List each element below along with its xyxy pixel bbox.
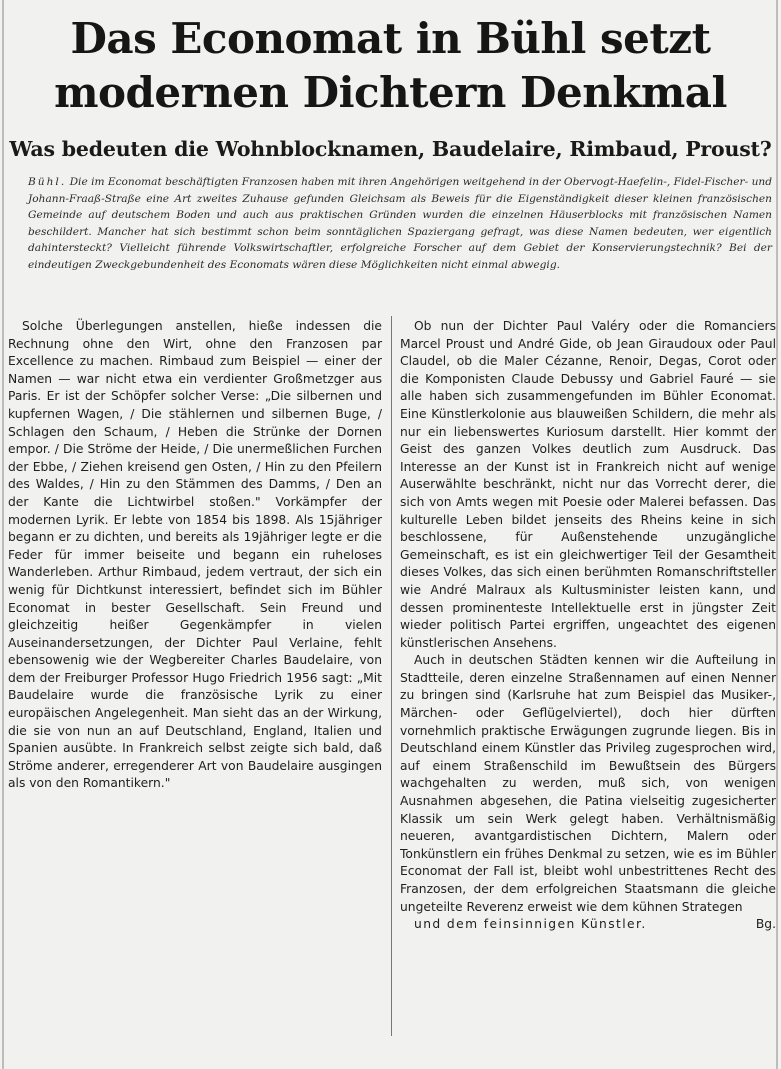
- lead-text: Die im Economat beschäftigten Franzosen haben mit ihren Angehörigen weitgehend in der Obervogt-Haefelin-, Fidel-Fischer- und Johann-Fraaß-Straße eine Art zweites Zuhause gefunden Gleichsam als Beweis für die Eigenständigkeit dieser kleinen französischen Gemeinde auf deutschem Boden und auch aus praktischen Gründen wurden die einzelnen Häuserblocks mit französischen Namen beschildert. Mancher hat sich bestimmt schon beim sonntäglichen Spaziergang gefragt, was diese Namen bedeuten, wer eigentlich dahintersteckt? Vielleicht führende Volkswirtschaftler, erfolgreiche Forscher auf dem Gebiet der Konservierungstechnik? Bei der eindeutigen Zweckgebundenheit des Economats wären diese Möglichkeiten nicht einmal abwegig.: [28, 176, 772, 271]
- body-paragraph: Auch in deutschen Städten kennen wir die Aufteilung in Stadtteile, deren einzelne Straßennamen auf einen Nenner zu bringen sind (Karlsruhe hat zum Beispiel das Musiker-, Märchen- oder Geflügelviertel), doch hier dürften vornehmlich praktische Erwägungen zugrunde liegen. Bis in Deutschland einem Künstler das Privileg zugesprochen wird, auf einem Straßenschild im Bewußtsein des Bürgers wachgehalten zu werden, muß sich, von wenigen Ausnahmen abgesehen, die Patina vielseitig zugesicherter Klassik um sein Werk gelegt haben. Verhältnismäßig neueren, avantgardistischen Dichtern, Malern oder Tonkünstlern ein frühes Denkmal zu setzen, wie es im Bühler Economat der Fall ist, bleibt wohl unbestrittenes Recht des Franzosen, der dem erfolgreichen Staatsmann die gleiche ungeteilte Reverenz erweist wie dem kühnen Strategen: [400, 653, 776, 914]
- headline-line-2: modernen Dichtern Denkmal: [54, 68, 727, 117]
- author-initials: Bg.: [755, 917, 776, 932]
- body-paragraph: Solche Überlegungen anstellen, hieße indessen die Rechnung ohne den Wirt, ohne den Franzosen par Excellence zu machen. Rimbaud zum Beispiel — einer der Namen — war nicht etwa ein verdienter Großmetzger aus Paris. Er ist der Schöpfer solcher Verse: „Die silbernen und kupfernen Wagen, / Die stählernen und silbernen Buge, / Schlagen den Schaum, / Heben die Strünke der Dornen empor. / Die Ströme der Heide, / Die unermeßlichen Furchen der Ebbe, / Ziehen kreisend gen Osten, / Hin zu den Pfeilern des Waldes, / Hin zu den Stämmen des Damms, / Den an der Kante die Lichtwirbel stoßen." Vorkämpfer der modernen Lyrik. Er lebte von 1854 bis 1898. Als 15jähriger begann er zu dichten, und bereits als 19jähriger legte er die Feder für immer beiseite und begann ein ruheloses Wanderleben. Arthur Rimbaud, jedem vertraut, der sich ein wenig für Dichtkunst interessiert, befindet sich im Bühler Economat in bester Gesellschaft. Sein Freund und gleichzeitig heißer Gegenkämpfer in vielen Auseinandersetzungen, der Dichter Paul Verlaine, fehlt ebensowenig wie der Wegbereiter Charles Baudelaire, von dem der Freiburger Professor Hugo Friedrich 1956 sagt: „Mit Baudelaire wurde die französische Lyrik zu einer europäischen Angelegenheit. Man sieht das an der Wirkung, die sie von nun an auf Deutschland, England, Italien und Spanien ausübte. In Frankreich selbst zeigte sich bald, daß Ströme anderer, erregenderer Art von Baudelaire ausgingen als von den Romantikern.": [8, 319, 382, 791]
- headline: [10, 12, 771, 120]
- subheadline: Was bedeuten die Wohnblocknamen, Baudelaire, Rimbaud, Proust?: [9, 137, 772, 161]
- closing-line: [400, 916, 776, 934]
- body-paragraph: Ob nun der Dichter Paul Valéry oder die Romanciers Marcel Proust und André Gide, ob Jean Giraudoux oder Paul Claudel, ob die Maler Cézanne, Renoir, Degas, Corot oder die Komponisten Claude Debussy und Gabriel Fauré — sie alle haben sich zusammengefunden im Bühler Economat. Eine Künstlerkolonie aus blauweißen Schildern, die mehr als nur ein liebenswertes Kuriosum darstellt. Hier kommt der Geist des ganzen Volkes deutlich zum Ausdruck. Das Interesse an der Kunst ist in Frankreich nicht auf wenige Auserwählte beschränkt, nicht nur das Vorrecht derer, die sich von Amts wegen mit Poesie oder Malerei befassen. Das kulturelle Leben bildet jenseits des Rheins keine in sich beschlossene, für Außenstehende unzugängliche Gemeinschaft, es ist ein gleichwertiger Teil der Gesamtheit dieses Volkes, das sich einen berühmten Romanschriftsteller wie André Malraux als Kultusminister leisten kann, und dessen prominenteste Intellektuelle erst in jüngster Zeit wieder politisch Partei ergriffen, ungeachtet des eigenen künstlerischen Ansehens.: [400, 319, 776, 650]
- column-right: [400, 318, 776, 934]
- clipping-right-edge: [776, 0, 778, 1069]
- column-left: [8, 318, 382, 793]
- lead-paragraph: [28, 174, 772, 273]
- clipping-left-edge: [2, 0, 4, 1069]
- column-divider: [391, 316, 392, 1036]
- headline-line-1: Das Economat in Bühl setzt: [70, 14, 711, 63]
- dateline: Bühl.: [28, 176, 67, 188]
- closing-text: und dem feinsinnigen Künstler.: [414, 917, 647, 932]
